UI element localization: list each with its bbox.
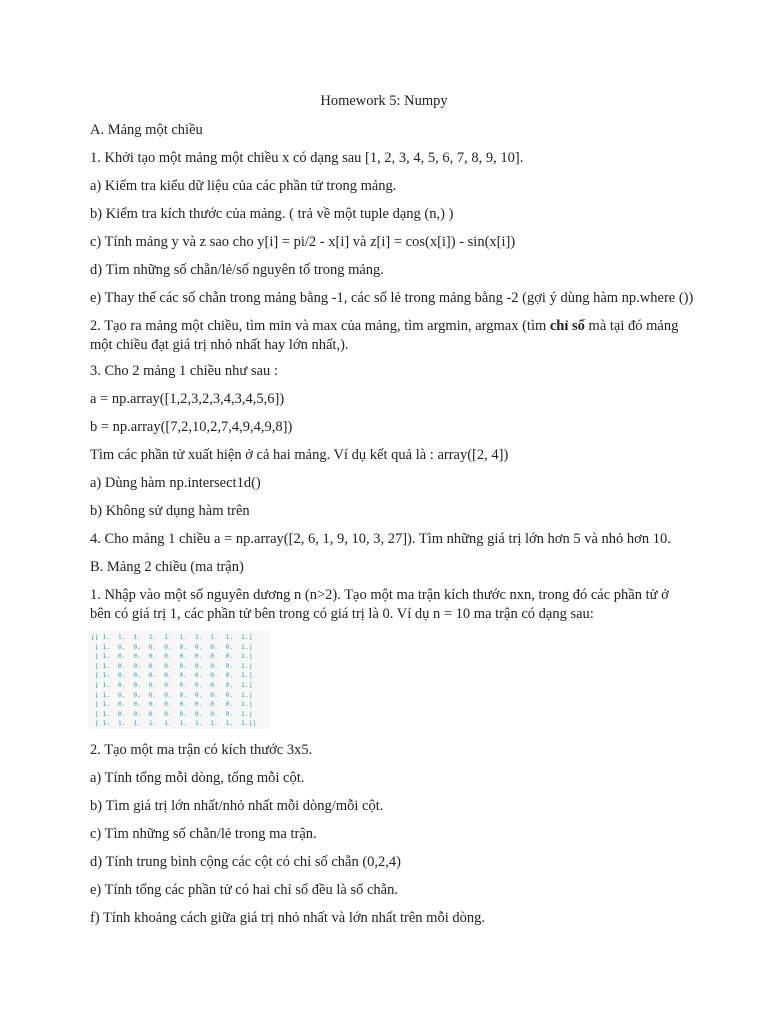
question-b1: 1. Nhập vào một số nguyên dương n (n>2). Tạo một ma trận kích thước nxn, trong đó các phần tử ở bên có giá trị 1, các phần tử bên trong có giá trị là 0. Ví dụ n = 10 ma trận có dạng sau: (90, 587, 669, 622)
question-a3-array-a: a = np.array([1,2,3,2,3,4,3,4,5,6]) (90, 391, 285, 407)
question-b2-part-d: d) Tính trung bình cộng các cột có chỉ số chẵn (0,2,4) (90, 854, 401, 870)
question-b2-part-a: a) Tính tổng mỗi dòng, tổng mỗi cột. (90, 770, 305, 786)
question-a2-bold: chỉ số (549, 318, 585, 334)
question-a1: 1. Khởi tạo một mảng một chiều x có dạng sau [1, 2, 3, 4, 5, 6, 7, 8, 9, 10]. (90, 150, 524, 166)
question-a1-part-c: c) Tính mảng y và z sao cho y[i] = pi/2 - x[i] và z[i] = cos(x[i]) - sin(x[i]) (90, 234, 516, 250)
question-b2-part-b: b) Tìm giá trị lớn nhất/nhỏ nhất mỗi dòng/mỗi cột. (90, 798, 384, 814)
question-a3-part-b: b) Không sử dụng hàm trên (90, 503, 250, 519)
question-a3-array-b: b = np.array([7,2,10,2,7,4,9,4,9,8]) (90, 419, 293, 435)
question-a3: 3. Cho 2 mảng 1 chiều như sau : (90, 363, 278, 379)
question-a4: 4. Cho mảng 1 chiều a = np.array([2, 6, 1, 9, 10, 3, 27]). Tìm những giá trị lớn hơn 5 và nhỏ hơn 10. (90, 531, 671, 547)
question-a1-part-b: b) Kiểm tra kích thước của mảng. ( trả về một tuple dạng (n,) ) (90, 206, 454, 222)
question-b2-part-e: e) Tính tổng các phần tử có hai chỉ số đều là số chẵn. (90, 882, 398, 898)
section-b-heading: B. Mảng 2 chiều (ma trận) (90, 559, 244, 575)
question-a2-text-2: mà tại đó mảng một chiều đạt giá trị nhỏ nhất hay lớn nhất,). (90, 318, 679, 353)
question-a1-part-d: d) Tìm những số chẵn/lẻ/số nguyên tố trong mảng. (90, 262, 384, 278)
question-b2-part-f: f) Tính khoảng cách giữa giá trị nhỏ nhất và lớn nhất trên mỗi dòng. (90, 910, 485, 926)
question-a3-part-a: a) Dùng hàm np.intersect1d() (90, 475, 261, 491)
question-b2: 2. Tạo một ma trận có kích thước 3x5. (90, 742, 313, 758)
question-b2-part-c: c) Tìm những số chẵn/lẻ trong ma trận. (90, 826, 317, 842)
matrix-text: [[ 1. 1. 1. 1. 1. 1. 1. 1. 1. 1.] [ 1. 0. 0. 0. 0. 0. 0. 0. 0. 1.] [ 1. 0. 0. 0. 0. 0. 0. 0. 0. 1.] [ 1. 0. 0. 0. 0. 0. 0. 0. 0. 1.] [ 1. 0. 0. 0. 0. 0. 0. 0. 0. 1.] [ 1. 0. 0. 0. 0. 0. 0. 0. 0. 1.] [ 1. 0. 0. 0. 0. 0. 0. 0. 0. 1.] [ 1. 0. 0. 0. 0. 0. 0. 0. 0. 1.] [ 1. 0. 0. 0. 0. 0. 0. 0. 0. 1.] [ 1. 1. 1. 1. 1. 1. 1. 1. 1. 1.]] (91, 633, 257, 728)
question-a3-task: Tìm các phần tử xuất hiện ở cả hai mảng. Ví dụ kết quả là : array([2, 4]) (90, 447, 509, 463)
question-a2 (90, 317, 690, 355)
question-a1-part-a: a) Kiểm tra kiểu dữ liệu của các phần tử trong mảng. (90, 178, 397, 194)
question-a2-text-1: 2. Tạo ra mảng một chiều, tìm min và max của mảng, tìm argmin, argmax (tìm (90, 318, 550, 334)
section-a-heading: A. Mảng một chiều (90, 122, 203, 138)
page-title: Homework 5: Numpy (320, 93, 448, 109)
question-a1-part-e: e) Thay thế các số chẵn trong mảng bằng -1, các số lẻ trong mảng bằng -2 (gợi ý dùng hàm np.where ()) (90, 290, 694, 306)
example-matrix-output (88, 630, 270, 729)
